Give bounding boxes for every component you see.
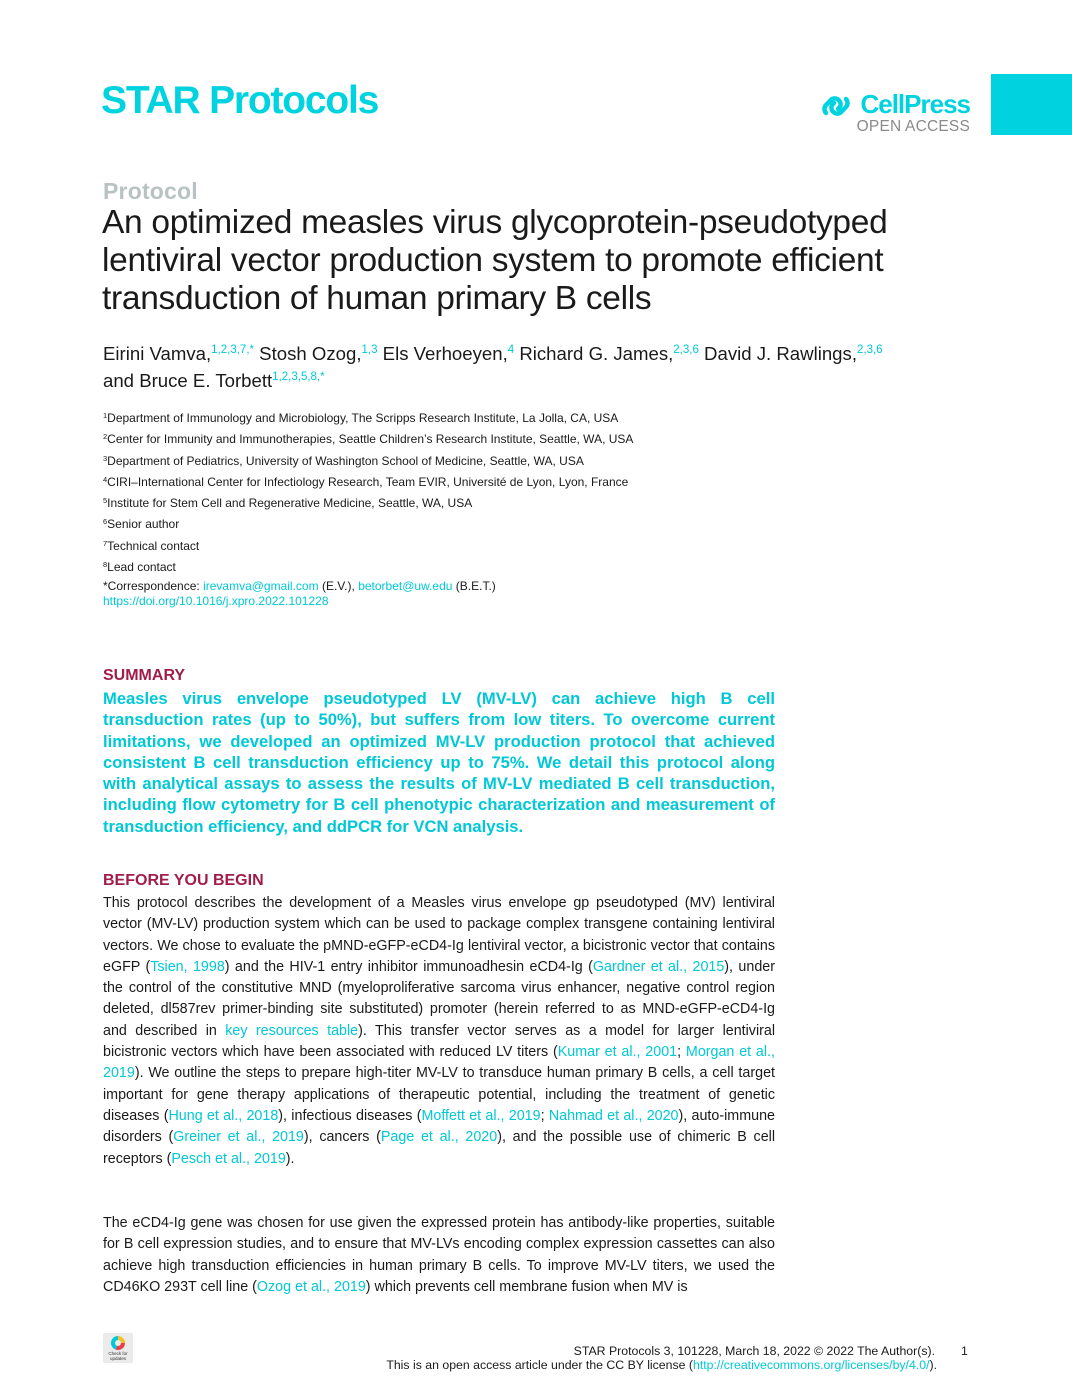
affiliation-text: Lead contact [107, 560, 176, 575]
author-name: David J. Rawlings, [704, 343, 857, 364]
badge-line-2: updates [109, 1356, 126, 1361]
paragraph-text: This protocol describes the development of a Measles virus envelope gp pseudotyped (MV) lentiviral vector (MV-LV) production system which can be used to package complex transgene containing lentiviral vectors. We chose to evaluate the pMND-eGFP-eCD4-Ig lentiviral vector, a bicistronic vector that contains eGFP ( [103, 895, 775, 975]
citation-link[interactable]: Pesch et al., 2019 [171, 1150, 286, 1167]
affiliation-number: 1 [103, 411, 108, 420]
author-affiliation-refs[interactable]: 2,3,6 [673, 344, 699, 356]
affiliation-text: CIRI–International Center for Infectiology Research, Team EVIR, Université de Lyon, Lyon, France [107, 474, 629, 489]
author-affiliation-refs[interactable]: 1,2,3,5,8,* [272, 371, 325, 383]
author-name: Stosh Ozog, [259, 343, 362, 364]
citation-link[interactable]: Tsien, 1998 [150, 958, 225, 975]
citation-link[interactable]: Morgan et al., 2019 [103, 1044, 776, 1082]
citation-link[interactable]: Gardner et al., 2015 [592, 958, 725, 975]
cellpress-mark-icon [822, 93, 850, 119]
initials-ev: (E.V.), [318, 579, 359, 594]
affiliation-text: Institute for Stem Cell and Regenerative Medicine, Seattle, WA, USA [107, 496, 473, 511]
affiliation-item [103, 515, 803, 536]
author-name: and Bruce E. Torbett [103, 370, 273, 391]
affiliation-text: Senior author [107, 517, 180, 532]
check-for-updates-badge[interactable] [103, 1333, 133, 1363]
author-affiliation-refs[interactable]: 1,2,3,7,* [211, 344, 254, 356]
badge-line-1: Check for [108, 1351, 128, 1356]
page-number: 1 [961, 1344, 968, 1358]
citation-link[interactable]: Page et al., 2020 [380, 1129, 498, 1146]
citation-link[interactable]: key resources table [225, 1022, 359, 1039]
affiliation-number: 5 [103, 496, 108, 506]
paragraph-text: ) and the HIV-1 entry inhibitor immunoadhesin eCD4-Ig ( [224, 958, 593, 975]
author-name: Eirini Vamva, [103, 343, 212, 364]
summary-text: Measles virus envelope pseudotyped LV (MV-LV) can achieve high B cell transduction rates (up to 50%), but suffers from low titers. To overcome current limitations, we developed an optimized MV-LV production protocol that achieved consistent B cell transduction efficiency up to 75%. We detail this protocol along with analytical assays to assess the results of MV-LV mediated B cell transduction, including flow cytometry for B cell phenotypic characterization and measurement of transduction efficiency, and ddPCR for VCN analysis. [103, 689, 775, 836]
affiliation-item [103, 537, 803, 558]
affiliation-number: 3 [103, 453, 108, 463]
license-end: ). [929, 1358, 937, 1372]
affiliation-text: Technical contact [107, 538, 200, 553]
citation-link[interactable]: Kumar et al., 2001 [557, 1044, 678, 1061]
citation-link[interactable]: Nahmad et al., 2020 [548, 1107, 679, 1124]
paragraph-text: ). [285, 1150, 295, 1167]
affiliation-item [103, 558, 803, 579]
paragraph-text: ). This transfer vector serves as a model for larger lentiviral bicistronic vectors which have been associated with reduced LV titers ( [103, 1022, 776, 1061]
affiliation-text: Department of Immunology and Microbiology, The Scripps Research Institute, La Jolla, CA, USA [107, 411, 619, 425]
journal-logo: STAR Protocols [101, 79, 379, 122]
cellpress-logo [822, 88, 970, 138]
paragraph-text: ; [677, 1044, 686, 1061]
affiliation-number: 7 [103, 538, 108, 548]
article-type: Protocol [103, 178, 198, 204]
affiliation-text: Center for Immunity and Immunotherapies, Seattle Children’s Research Institute, Seattle, WA, USA [107, 432, 634, 447]
license-link[interactable]: http://creativecommons.org/licenses/by/4.0/ [693, 1358, 930, 1372]
affiliation-text: Department of Pediatrics, University of Washington School of Medicine, Seattle, WA, USA [107, 453, 584, 468]
affiliation-item [103, 473, 803, 494]
affiliation-number: 8 [103, 560, 108, 570]
affiliations [103, 409, 803, 609]
author-name: Els Verhoeyen, [382, 343, 508, 364]
affiliation-number: 6 [103, 517, 108, 527]
doi-link[interactable]: https://doi.org/10.1016/j.xpro.2022.101228 [103, 594, 329, 609]
open-access-label: OPEN ACCESS [856, 118, 970, 135]
author-name: Richard G. James, [519, 343, 674, 364]
affiliation-item [103, 430, 803, 451]
affiliation-item [103, 452, 803, 473]
paragraph-text: ), infectious diseases ( [278, 1107, 422, 1124]
body-paragraph-2 [103, 1213, 775, 1298]
before-you-begin-heading: BEFORE YOU BEGIN [103, 872, 264, 889]
citation-link[interactable]: Moffett et al., 2019 [421, 1107, 541, 1124]
paragraph-text: ) which prevents cell membrane fusion when MV is [365, 1278, 688, 1295]
paragraph-text: The eCD4-Ig gene was chosen for use given the expressed protein has antibody-like properties, suitable for B cell expression studies, and to ensure that MV-LVs encoding complex expression cassettes can also achieve high transduction efficiencies in human primary B cells. To improve MV-LV titers, we used the CD46KO 293T cell line ( [103, 1215, 775, 1295]
article-title: An optimized measles virus glycoprotein-pseudotyped lentiviral vector production system to promote efficient transduction of human primary B cells [102, 204, 888, 317]
paragraph-text: ), cancers ( [303, 1129, 381, 1146]
footer-citation: STAR Protocols 3, 101228, March 18, 2022 © 2022 The Author(s). [573, 1344, 935, 1358]
summary-heading: SUMMARY [103, 667, 186, 684]
author-list [103, 340, 953, 394]
email-link-torbett[interactable]: betorbet@uw.edu [358, 579, 453, 594]
paragraph-text: ), under the control of the constitutive MND (myeloproliferative sarcoma virus enhancer, negative control region deleted, dl587rev primer-binding site substituted) promoter (herein referred to as MND-eGFP-eCD4-Ig and described in [103, 958, 775, 1039]
license-text: This is an open access article under the CC BY license ( [386, 1358, 693, 1372]
citation-link[interactable]: Hung et al., 2018 [168, 1107, 279, 1124]
author-affiliation-refs[interactable]: 4 [507, 344, 515, 356]
brand-tab [991, 74, 1072, 135]
citation-link[interactable]: Ozog et al., 2019 [256, 1278, 366, 1295]
citation-link[interactable]: Greiner et al., 2019 [173, 1129, 304, 1146]
affiliation-item [103, 409, 803, 430]
paragraph-text: ), auto-immune disorders ( [103, 1107, 775, 1146]
publisher-name: CellPress [860, 89, 970, 119]
correspondence-label: *Correspondence: [103, 579, 204, 594]
affiliation-item [103, 494, 803, 515]
correspondence [103, 579, 803, 594]
paragraph-text: ; [540, 1107, 549, 1124]
email-link-vamva[interactable]: irevamva@gmail.com [203, 579, 319, 594]
check-updates-icon [111, 1336, 125, 1350]
paragraph-text: ), and the possible use of chimeric B cell receptors ( [103, 1129, 775, 1167]
author-affiliation-refs[interactable]: 2,3,6 [856, 344, 883, 356]
affiliation-number: 4 [103, 474, 108, 484]
affiliation-number: 2 [103, 432, 108, 442]
initials-bet: (B.E.T.) [452, 579, 496, 594]
paragraph-text: ). We outline the steps to prepare high-titer MV-LV to transduce human primary B cells, a cell target important for gene therapy applications of therapeutic potential, including the treatment of genetic diseases ( [103, 1065, 775, 1124]
body-paragraph-1 [103, 893, 775, 1170]
footer-license [386, 1358, 937, 1373]
author-affiliation-refs[interactable]: 1,3 [361, 344, 378, 356]
